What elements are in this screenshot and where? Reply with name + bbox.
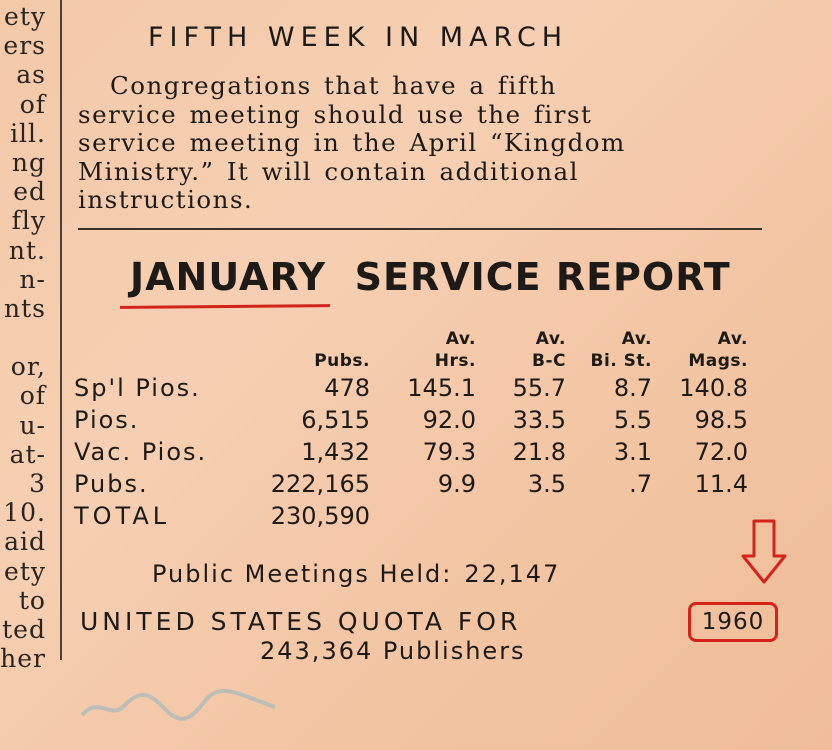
column-divider bbox=[60, 0, 62, 660]
header-hours: Av. Hrs. bbox=[434, 329, 476, 371]
column-fragment: her bbox=[0, 644, 46, 674]
meetings-label: Public Meetings Held: bbox=[152, 560, 453, 588]
report-title bbox=[130, 255, 731, 299]
column-fragment: ed bbox=[13, 177, 46, 207]
public-meetings-line bbox=[152, 560, 560, 588]
table-header-row bbox=[74, 318, 748, 372]
header-bc: Av. B-C bbox=[532, 329, 566, 371]
month-underline-annotation bbox=[120, 304, 330, 309]
notice-line: service meeting should use the first bbox=[78, 99, 593, 129]
header-magazines: Av. Mags. bbox=[688, 329, 748, 371]
section-divider bbox=[78, 228, 762, 230]
column-fragment: ill. bbox=[10, 118, 46, 148]
notice-line: service meeting in the April “Kingdom bbox=[78, 128, 626, 157]
column-fragment: nt. bbox=[8, 235, 46, 265]
report-title-month: JANUARY bbox=[130, 255, 327, 299]
column-fragment: ety bbox=[4, 2, 46, 31]
meetings-value: 22,147 bbox=[464, 560, 561, 588]
notice-paragraph bbox=[78, 72, 758, 215]
column-fragment: 10. bbox=[3, 498, 46, 528]
header-bible-studies: Av. Bi. St. bbox=[590, 329, 652, 371]
table-total-row: TOTAL 230,590 bbox=[74, 502, 370, 530]
report-title-rest: SERVICE REPORT bbox=[354, 255, 731, 299]
notice-line: Congregations that have a fifth bbox=[110, 71, 557, 100]
column-fragment: fly bbox=[11, 206, 46, 236]
column-fragment: ety bbox=[4, 556, 46, 586]
column-fragment bbox=[0, 323, 46, 352]
notice-line: instructions. bbox=[78, 185, 254, 214]
column-fragment: u- bbox=[19, 410, 46, 440]
faded-ink-mark bbox=[80, 685, 280, 725]
table-row: Pubs. 222,165 9.9 3.5 .7 11.4 bbox=[74, 470, 748, 498]
notice-heading: FIFTH WEEK IN MARCH bbox=[148, 22, 569, 53]
quota-year-circled: 1960 bbox=[688, 602, 778, 642]
column-fragment: ted bbox=[2, 614, 46, 644]
column-fragment: ng bbox=[11, 147, 46, 177]
column-fragment: of bbox=[19, 89, 46, 119]
column-fragment: aid bbox=[4, 527, 46, 557]
table-row: Pios. 6,515 92.0 33.5 5.5 98.5 bbox=[74, 406, 748, 434]
column-fragment: 3 bbox=[29, 469, 46, 498]
quota-label: UNITED STATES QUOTA FOR bbox=[80, 607, 522, 636]
column-fragment: at- bbox=[9, 439, 46, 469]
column-fragment: ers bbox=[3, 31, 46, 61]
column-fragment: n- bbox=[19, 264, 46, 294]
table-row: Sp'l Pios. 478 145.1 55.7 8.7 140.8 bbox=[74, 374, 748, 402]
down-arrow-annotation-icon bbox=[740, 518, 788, 586]
column-fragment: nts bbox=[4, 293, 46, 323]
column-fragment: or, bbox=[10, 352, 46, 382]
column-fragment: as bbox=[16, 60, 46, 90]
header-pubs: Pubs. bbox=[314, 351, 370, 371]
table-row: Vac. Pios. 1,432 79.3 21.8 3.1 72.0 bbox=[74, 438, 748, 466]
column-fragment: to bbox=[18, 585, 46, 615]
column-fragment: of bbox=[19, 381, 46, 411]
notice-line: Ministry.” It will contain additional bbox=[78, 156, 579, 186]
service-report-table bbox=[74, 318, 748, 532]
quota-publishers: 243,364 Publishers bbox=[260, 637, 526, 665]
adjacent-column-fragments bbox=[0, 2, 46, 673]
